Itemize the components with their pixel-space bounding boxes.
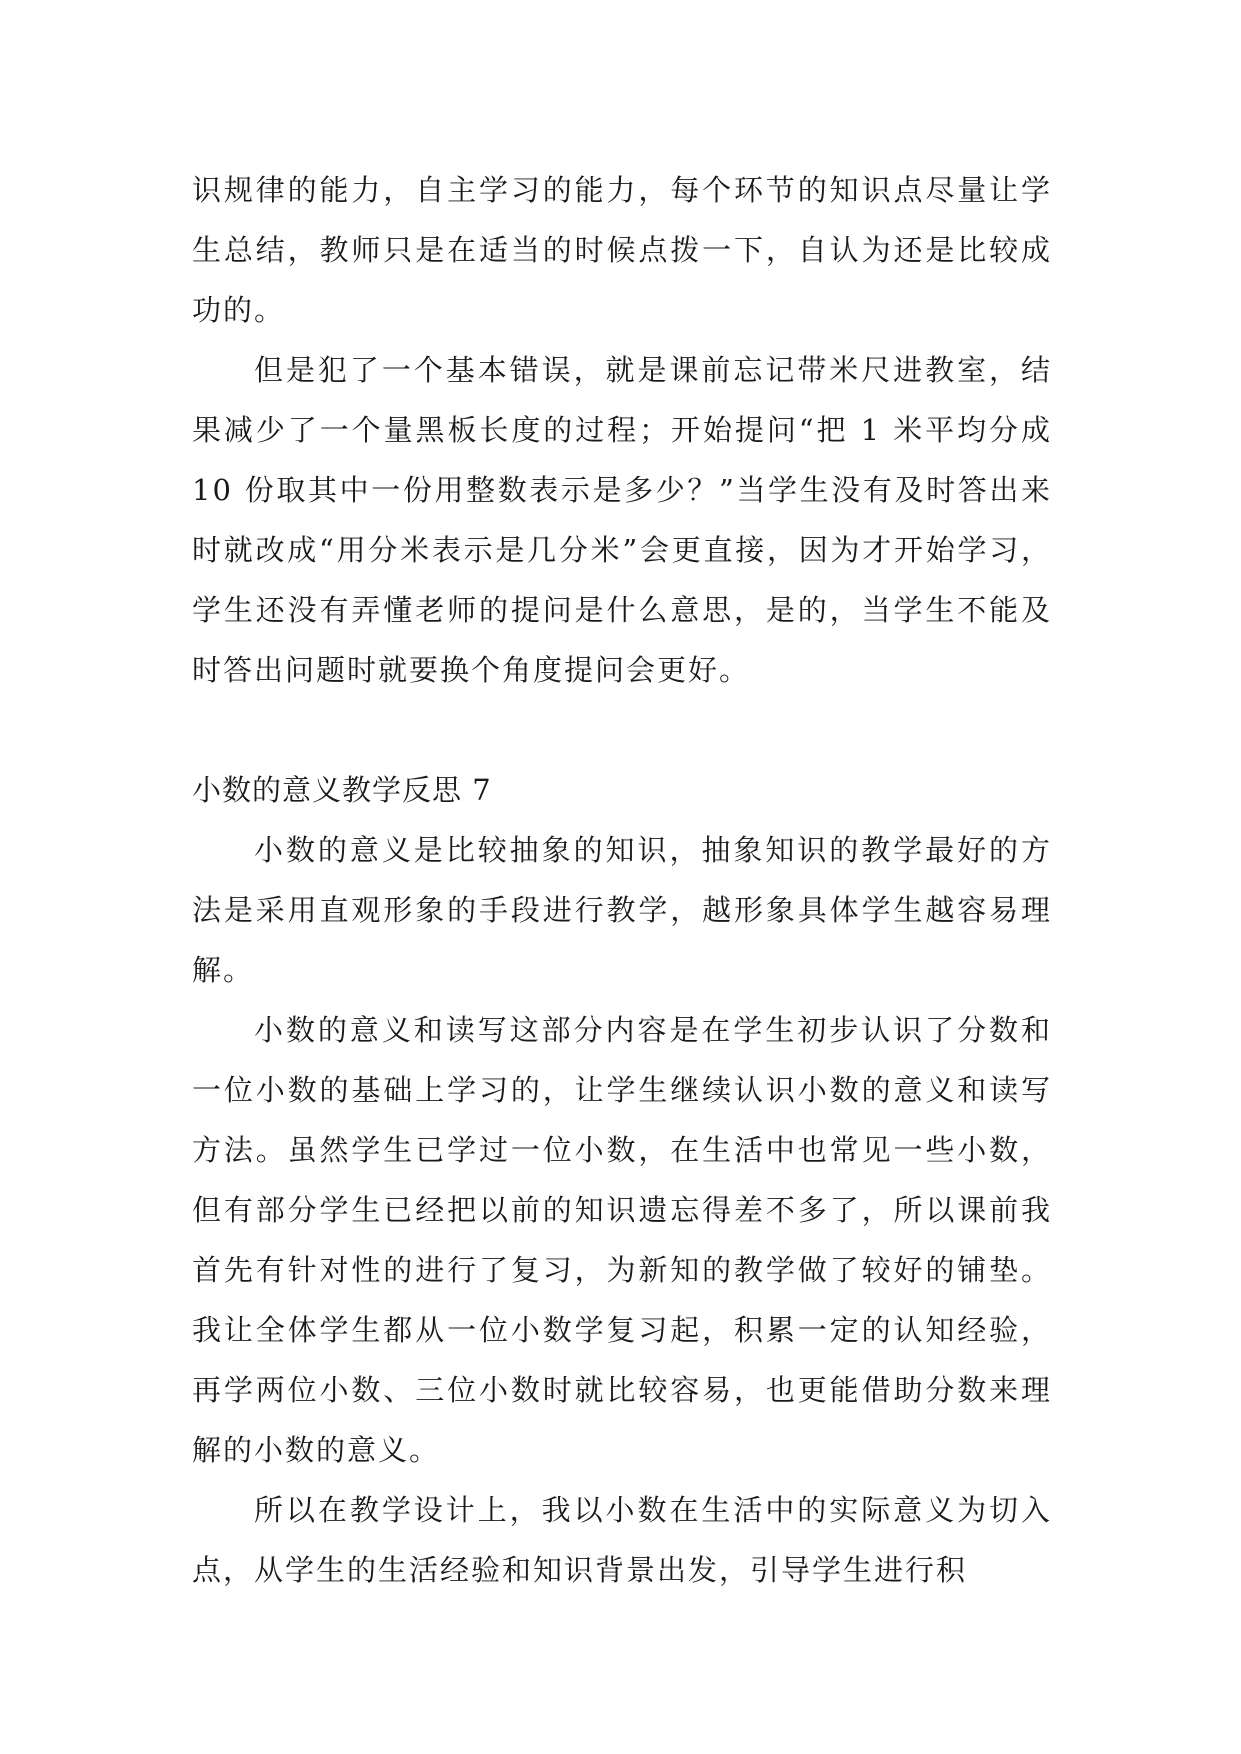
paragraph-continued: 识规律的能力，自主学习的能力，每个环节的知识点尽量让学生总结，教师只是在适当的时候点拨一下，自认为还是比较成功的。	[192, 173, 1052, 327]
paragraph: 但是犯了一个基本错误，就是课前忘记带米尺进教室，结果减少了一个量黑板长度的过程；开始提问“把 1 米平均分成 10 份取其中一份用整数表示是多少？”当学生没有及时答出来时就改成“用分米表示是几分米”会更直接，因为才开始学习，学生还没有弄懂老师的提问是什么意思，是的，当学生不能及时答出问题时就要换个角度提问会更好。	[192, 353, 1052, 687]
section-heading: 小数的意义教学反思 7	[192, 773, 492, 807]
document-body	[192, 160, 1052, 1600]
paragraph: 小数的意义和读写这部分内容是在学生初步认识了分数和一位小数的基础上学习的，让学生继续认识小数的意义和读写方法。虽然学生已学过一位小数，在生活中也常见一些小数，但有部分学生已经把以前的知识遗忘得差不多了，所以课前我首先有针对性的进行了复习，为新知的教学做了较好的铺垫。我让全体学生都从一位小数学复习起，积累一定的认知经验，再学两位小数、三位小数时就比较容易，也更能借助分数来理解的小数的意义。	[192, 1013, 1052, 1467]
paragraph: 所以在教学设计上，我以小数在生活中的实际意义为切入点，从学生的生活经验和知识背景出发，引导学生进行积	[192, 1493, 1052, 1587]
paragraph: 小数的意义是比较抽象的知识，抽象知识的教学最好的方法是采用直观形象的手段进行教学，越形象具体学生越容易理解。	[192, 833, 1052, 987]
